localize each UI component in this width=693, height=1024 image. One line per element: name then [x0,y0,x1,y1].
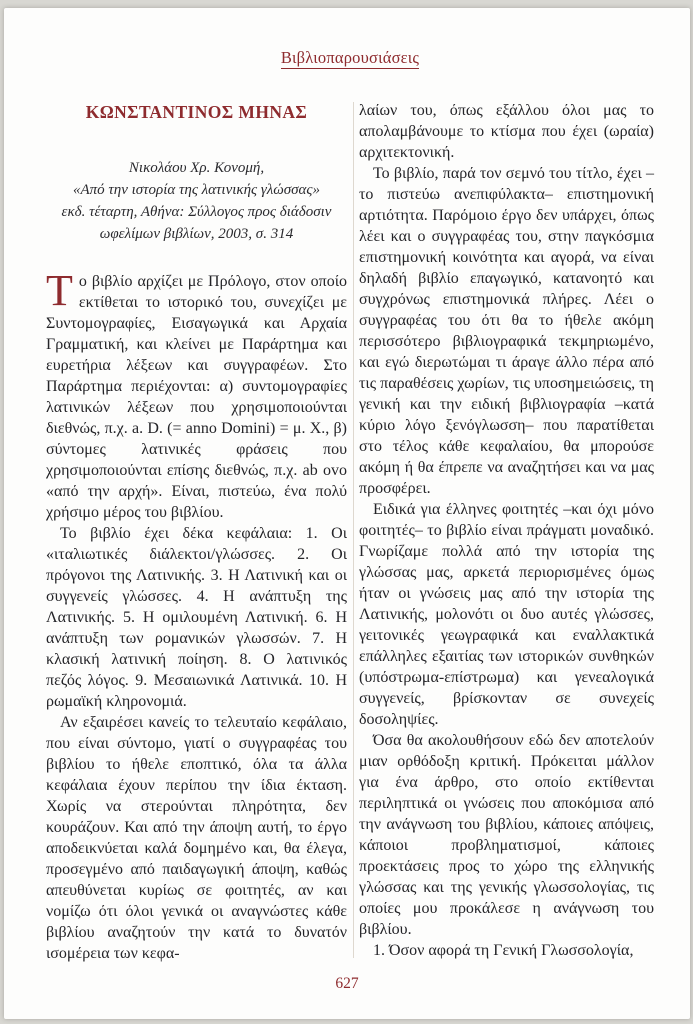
column-divider [353,102,354,958]
running-header [46,48,654,68]
citation-line: «Από την ιστορία της λατινικής γλώσσας» [72,182,321,198]
dropcap-letter: Τ [46,266,73,315]
paragraph: Ειδικά για έλληνες φοιτητές –και όχι μόνο φοιτητές– το βιβλίο είναι πράγματι μοναδικό. Γνωρίζαμε πολλά από την ιστορία της γλώσσας μας, αρκετά περιορισμένες όμως ήταν οι γνώσεις μας από την ιστορία της Λατινικής, μολονότι οι δυο αυτές γλώσσες, γειτονικές γεωγραφικά και εναλλακτικά επάλληλες εξαιτίας των ιστορικών συνθηκών (υπόστρωμα-επίστρωμα) και γενεαλογικά συγγενείς, βρίσκονταν σε συνεχείς δοσοληψίες. [359,501,654,728]
citation-line: ωφελίμων βιβλίων, 2003, σ. 314 [99,226,294,242]
citation-line: Νικολάου Χρ. Κονομή, [128,160,265,176]
author-heading: ΚΩΝΣΤΑΝΤΙΝΟΣ ΜΗΝΑΣ [85,102,308,122]
paragraph-text: ο βιβλίο αρχίζει με Πρόλογο, στον οποίο εκτίθεται το ιστορικό του, συνεχίζει με Συντομογραφίες, Εισαγωγικά και Αρχαία Γραμματική, και κλείνει με Παράρτημα και ευρετήρια λέξεων και συγγραφέων. Στο Παράρτημα περιέχονται: α) συντομογραφίες λατινικών λέξεων που χρησιμοποιούνται διεθνώς, π.χ. a. D. (= anno Domini) = μ. Χ., β) σύντομες λατινικές φράσεις που χρησιμοποιούνται επίσης διεθνώς, π.χ. ab ovo «από την αρχή». Είναι, πιστεύω, ένα πολύ χρήσιμο μέρος του βιβλίου. [46,273,347,521]
right-column [359,100,654,964]
book-page [4,8,690,1019]
left-column [46,100,347,964]
paragraph: 1. Όσον αφορά τη Γενική Γλωσσολογία, [373,942,634,959]
paragraph: Το βιβλίο έχει δέκα κεφάλαια: 1. Οι «ιταλιωτικές διάλεκτοι/γλώσσες. 2. Οι πρόγονοι της Λατινικής. 3. Η Λατινική και οι συγγενείς γλώσσες. 4. Η ανάπτυξη της Λατινικής. 5. Η ομιλουμένη Λατινική. 6. Η ανάπτυξη των ρομανικών γλωσσών. 7. Η κλασική λατινική ποίηση. 8. Ο λατινικός πεζός λόγος. 9. Μεσαιωνικά Λατινικά. 10. Η ρωμαϊκή κληρονομιά. [46,525,347,710]
paragraph: Το βιβλίο, παρά τον σεμνό του τίτλο, έχει –το πιστεύω ανεπιφύλακτα– επιστημονική αρτιότητα. Παρόμοιο έργο δεν υπάρχει, όπως λέει και ο συγγραφέας του, στην παγκόσμια επιστημονική κοινότητα και αγορά, να είναι δηλαδή βιβλίο επαγωγικό, κατανοητό και συγχρόνως επιστημονικά πλήρες. Λέει ο συγγραφέας του ότι θα το ήθελε ακόμη περισσότερο βιβλιογραφικά τεκμηριωμένο, και εγώ διερωτώμαι τι άραγε άλλο πέρα από τις παραθέσεις χωρίων, τις υποσημειώσεις, τη γενική και την ειδική βιβλιογραφία –κατά κύριο λόγο ξενόγλωσση– που παρατίθεται στο τέλος κάθε κεφαλαίου, θα μπορούσε ακόμη ή θα έπρεπε να αναζητήσει και να μας προσφέρει. [359,165,654,497]
citation-line: εκδ. τέταρτη, Αθήνα: Σύλλογος προς διάδοσιν [61,204,332,220]
paragraph: λαίων του, όπως εξάλλου όλοι μας το απολαμβάνουμε το κτίσμα που έχει (ωραία) αρχιτεκτονική. [359,102,654,161]
two-column-text-block [46,100,654,964]
paragraph: Αν εξαιρέσει κανείς το τελευταίο κεφάλαιο, που είναι σύντομο, γιατί ο συγγραφέας του βιβλίου το ήθελε εποπτικό, όλα τα άλλα κεφάλαια έχουν περίπου την ίδια έκταση. Χωρίς να στερούνται πληρότητα, δεν κουράζουν. Και από την άποψη αυτή, το έργο αποδεικνύεται καλά δομημένο και, θα έλεγα, προσεγμένο από παιδαγωγική άποψη, καθώς απευθύνεται κυρίως σε φοιτητές, αν και νομίζω ότι όλοι γενικά οι αναγνώστες κάθε βιβλίου αναζητούν την κατά το δυνατόν ισομέρεια των κεφα- [46,714,347,962]
paragraph: Όσα θα ακολουθήσουν εδώ δεν αποτελούν μιαν ορθόδοξη κριτική. Πρόκειται μάλλον για ένα άρθρο, στο οποίο εκτίθενται περιληπτικά οι γνώσεις που αποκόμισα από την ανάγνωση του βιβλίου, κάποιες απόψεις, κάποιοι προβληματισμοί, κάποιες προεκτάσεις προς το χώρο της ελληνικής γλώσσας και της γενικής γλωσσολογίας, τις οποίες μου προκάλεσε η ανάγνωση του βιβλίου. [359,732,654,938]
page-number: 627 [335,975,359,992]
paragraph [46,266,347,523]
book-citation [46,157,347,245]
section-title: Βιβλιοπαρουσιάσεις [280,48,420,67]
